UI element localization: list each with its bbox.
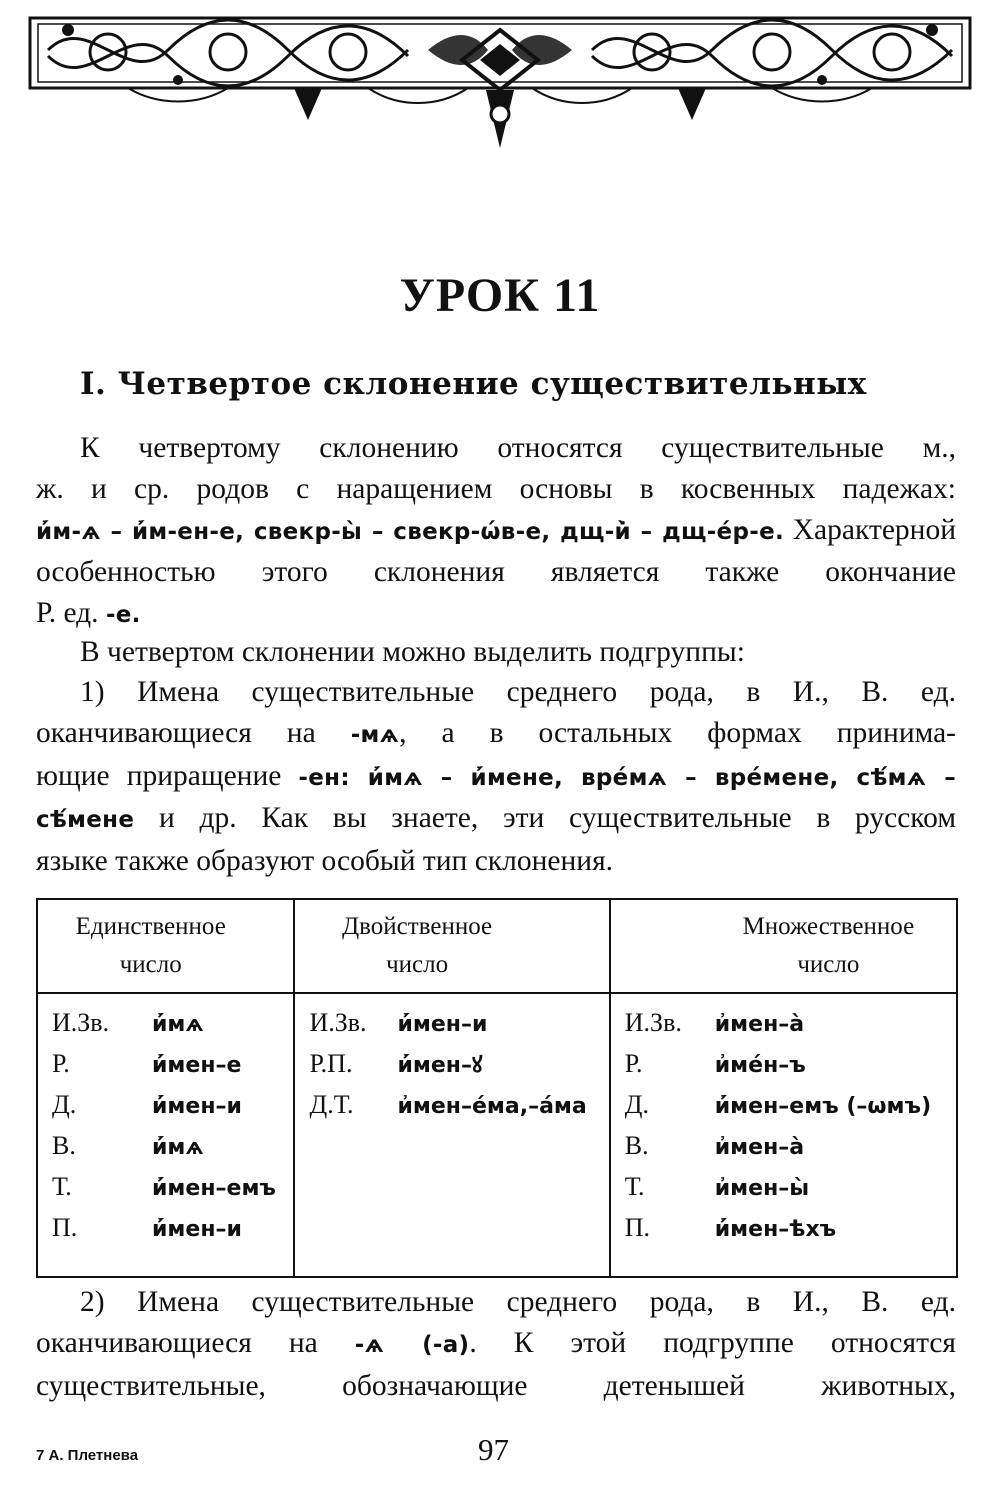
text-line: сѣ́мене и др. Как вы знаете, эти существительные в русском xyxy=(36,802,956,835)
table-row: П. и҆́мен–ѣхъ xyxy=(624,1213,837,1242)
church-slavonic-ending: -ѧ (-а) xyxy=(354,1331,470,1358)
paragraph-subgroup-1 xyxy=(36,672,956,882)
text-line: ж. и ср. родов с наращением основы в косвенных падежах: xyxy=(36,472,956,505)
text-line: К четвертому склонению относятся существительные м., xyxy=(80,432,956,464)
text-line: Р. ед. -е. xyxy=(36,597,141,630)
header-dual: Двойственное число xyxy=(294,899,609,993)
church-slavonic-ending: -е. xyxy=(105,602,141,629)
table-row: П. и҆́мен–и xyxy=(52,1213,242,1242)
table-row: Р. и҆ме́н–ъ xyxy=(624,1049,806,1078)
table-row: И.Зв. и҆́мен–и xyxy=(309,1008,488,1037)
lesson-title: УРОК 11 xyxy=(399,269,601,322)
paragraph-fourth-declension-intro xyxy=(36,428,956,636)
text-line: оканчивающиеся на -мѧ, а в остальных формах принима- xyxy=(36,716,956,749)
paragraph-subgroups xyxy=(36,632,956,673)
text-line: В четвертом склонении можно выделить подгруппы: xyxy=(80,636,745,668)
singular-column xyxy=(37,993,294,1277)
plural-column xyxy=(610,993,957,1277)
text-line: языке также образуют особый тип склонения. xyxy=(36,845,614,878)
church-slavonic-example: сѣ́мене xyxy=(36,807,135,834)
printer-signature: 7 А. Плетнева xyxy=(36,1447,139,1464)
table-row: В. и҆мен–а̀ xyxy=(624,1131,805,1160)
section-heading: I. Четвертое склонение существительных xyxy=(80,366,867,402)
declension-table xyxy=(36,898,958,1278)
text-line: существительные, обозначающие детенышей животных, xyxy=(36,1369,956,1402)
text-line: особенностью этого склонения является также окончание xyxy=(36,556,956,589)
church-slavonic-example: -ен: и҆́мѧ – и҆́мене, вре́мѧ – вре́мене, сѣ́мѧ – xyxy=(298,764,956,791)
header-singular: Единственное число xyxy=(37,899,294,993)
paragraph-subgroup-2 xyxy=(36,1282,956,1406)
text-line: ющие приращение -ен: и҆́мѧ – и҆́мене, вре́мѧ – вре́мене, сѣ́мѧ – xyxy=(36,759,956,792)
table-row: Р.П. и҆́мен–ꙋ xyxy=(309,1049,483,1078)
dual-column xyxy=(294,993,609,1277)
text-line: 2) Имена существительные среднего рода, в И., В. ед. xyxy=(80,1286,956,1318)
table-row: Д.Т. и҆мен–е́ма,–а́ма xyxy=(309,1090,587,1119)
table-row: Т. и҆мен–ы̀ xyxy=(624,1172,810,1201)
table-row: И.Зв. и҆мен–а̀ xyxy=(624,1008,805,1037)
table-row: Д. и҆́мен–и xyxy=(52,1090,242,1119)
page-number: 97 xyxy=(478,1432,509,1467)
text-line: и҆́м-ѧ – и҆́м-ен-е, свекр-ы̀ – свекр-ѡ́в-е, дщ-и̇̀ – дщ-е́р-е. Характерной xyxy=(36,513,956,546)
table-row: Т. и҆́мен–емъ xyxy=(52,1172,276,1201)
church-slavonic-example: и҆́м-ѧ – и҆́м-ен-е, свекр-ы̀ – свекр-ѡ́в-е, дщ-и̇̀ – дщ-е́р-е. xyxy=(36,518,785,545)
header-plural: Множественное число xyxy=(610,899,957,993)
text-line: оканчивающиеся на -ѧ (-а). К этой подгруппе относятся xyxy=(36,1326,956,1359)
table-row: Д. и҆́мен–емъ (–ѡмъ) xyxy=(624,1090,932,1119)
celtic-knot-ornament-icon xyxy=(28,10,972,150)
table-body-row xyxy=(37,993,957,1277)
text-line: 1) Имена существительные среднего рода, в И., В. ед. xyxy=(80,676,956,708)
table-header-row xyxy=(37,899,957,993)
table-row: В. и҆́мѧ xyxy=(52,1131,204,1160)
church-slavonic-ending: -мѧ xyxy=(350,721,400,748)
table-row: Р. и҆́мен–е xyxy=(52,1049,242,1078)
table-row: И.Зв. и҆́мѧ xyxy=(52,1008,204,1037)
